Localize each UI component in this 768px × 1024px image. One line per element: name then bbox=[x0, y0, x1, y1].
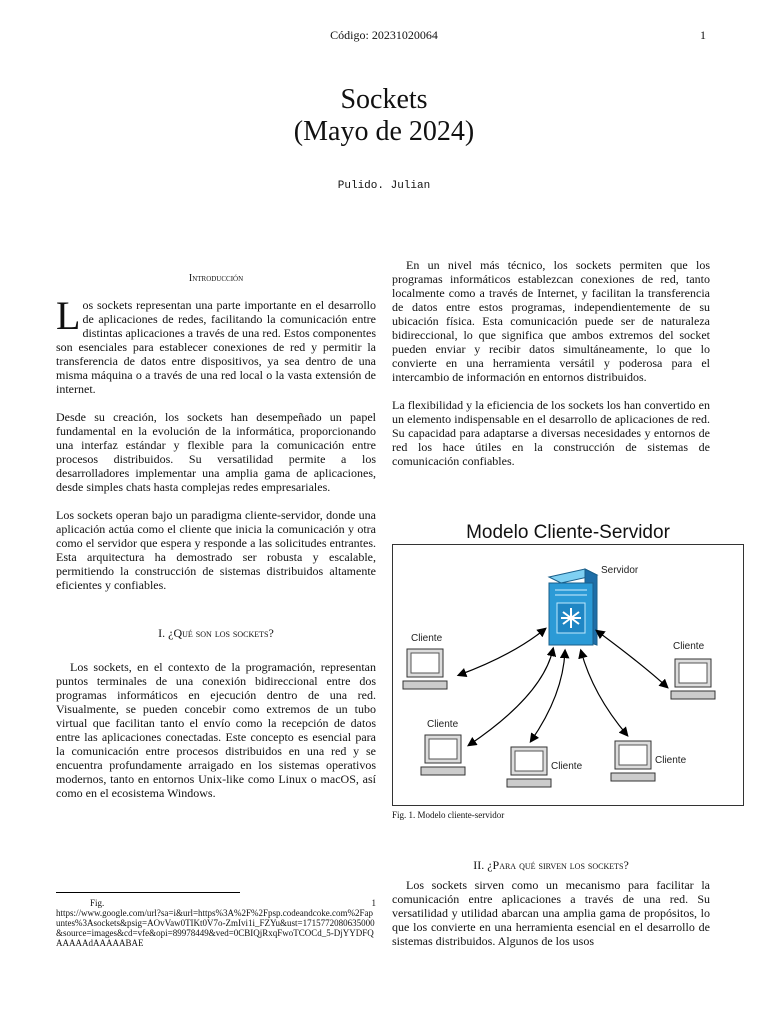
client-icon-bottom-left bbox=[421, 735, 465, 775]
footnote-rule bbox=[56, 892, 240, 893]
client-server-diagram bbox=[393, 545, 743, 805]
client-label-bottom-left: Cliente bbox=[427, 719, 459, 730]
figure-title: Modelo Cliente-Servidor bbox=[466, 522, 670, 543]
footnote-url[interactable]: https://www.google.com/url?sa=i&url=https%3A%2F%2Fpsp.codeandcoke.com%2Fapuntes%3Asockets&psig=AOvVaw0TIKt0V7o-ZmIvi1i_FZYu&ust=1715772080635000&source=images&cd=vfe&opi=89978449&ved=0CBIQjRxqFwoTCOCd_5-DjYYDFQAAAAAdAAAAABAE bbox=[56, 908, 375, 948]
server-label: Servidor bbox=[601, 565, 639, 576]
client-label-bottom-center: Cliente bbox=[551, 761, 583, 772]
arrow-bottom-left bbox=[469, 649, 553, 745]
client-label-bottom-right: Cliente bbox=[655, 755, 687, 766]
intro-paragraph-1-text: os sockets representan una parte importante en el desarrollo de aplicaciones de redes, facilitando la comunicación entre distintas aplicaciones a través de una red. Estos componentes son esenciales para establecer conexiones de red y permitir la transferencia de datos entre dispositivos, ya sea dentro de una misma máquina o a través de una red local o la vasta extensión de internet. bbox=[56, 298, 377, 396]
footnote-label: Fig. bbox=[90, 898, 105, 908]
title-line-2: (Mayo de 2024) bbox=[293, 116, 475, 147]
arrow-top-left bbox=[459, 629, 545, 675]
author: Pulido. Julian bbox=[337, 180, 431, 192]
section2-heading: II. ¿Para qué sirven los sockets? bbox=[473, 858, 629, 872]
right-paragraph-2: La flexibilidad y la eficiencia de los sockets los han convertido en un elemento indispensable en el desarrollo de aplicaciones de red. Su capacidad para adaptarse a diversas necesidades y entornos de red los hace útiles en la construcción de sistemas de comunicación confiables. bbox=[392, 398, 710, 468]
arrow-bottom-right bbox=[581, 651, 627, 735]
section2 bbox=[392, 858, 710, 962]
header-code: Código: 20231020064 bbox=[330, 28, 438, 42]
right-paragraph-1: En un nivel más técnico, los sockets permiten que los programas informáticos establezcan conexiones de red, tanto localmente como a través de Internet, y facilitan la transferencia de datos entre estos programas, independientemente de su ubicación física. Esta comunicación puede ser de naturaleza bidireccional, lo que significa que ambos extremos del socket pueden enviar y recibir datos simultáneamente, lo que lo convierte en una herramienta versátil y poderosa para el intercambio de información en entornos distribuidos. bbox=[392, 258, 710, 384]
client-label-top-left: Cliente bbox=[411, 633, 443, 644]
footnote-number: 1 bbox=[371, 898, 376, 908]
title-line-1: Sockets bbox=[340, 84, 428, 115]
client-icon-bottom-center bbox=[507, 747, 551, 787]
client-label-top-right: Cliente bbox=[673, 641, 705, 652]
section1-heading: I. ¿Qué son los sockets? bbox=[158, 626, 274, 640]
page-number: 1 bbox=[700, 28, 706, 42]
server-icon bbox=[549, 569, 597, 645]
arrow-top-right bbox=[597, 631, 667, 687]
section2-paragraph-1: Los sockets sirven como un mecanismo para facilitar la comunicación entre aplicaciones a través de una red. Su versatilidad y utilidad abarcan una amplia gama de propósitos, lo que los convierte en una herramienta esencial en el desarrollo de sistemas distribuidos. Algunos de los usos bbox=[392, 878, 710, 948]
client-icon-top-right bbox=[671, 659, 715, 699]
figure-client-server bbox=[392, 522, 744, 820]
client-icon-top-left bbox=[403, 649, 447, 689]
left-column bbox=[56, 272, 376, 814]
figure-box bbox=[392, 544, 744, 806]
intro-paragraph-3: Los sockets operan bajo un paradigma cliente-servidor, donde una aplicación actúa como el cliente que inicia la comunicación y otra como el servidor que espera y responde a las solicitudes entrantes. Esta arquitectura ha demostrado ser robusta y escalable, permitiendo la construcción de sistemas distribuidos altamente eficientes y confiables. bbox=[56, 508, 376, 592]
footnote bbox=[56, 898, 376, 948]
right-column bbox=[392, 258, 710, 482]
section1-paragraph-1: Los sockets, en el contexto de la programación, representan puntos terminales de una conexión bidireccional entre dos programas informáticos en ejecución dentro de una red. Visualmente, se pueden concebir como extremos de un tubo virtual que facilitan tanto el envío como la recepción de datos entre las aplicaciones conectadas. Este concepto es esencial para la comunicación entre procesos distribuidos en una red y se encuentra profundamente arraigado en los sistemas operativos modernos, tanto en entornos Unix-like como Linux o macOS, así como en el ecosistema Windows. bbox=[56, 660, 376, 800]
figure-caption: Fig. 1. Modelo cliente-servidor bbox=[392, 810, 505, 820]
intro-paragraph-2: Desde su creación, los sockets han desempeñado un papel fundamental en la evolución de la informática, proporcionando una interfaz estándar y flexible para la comunicación entre procesos distribuidos. Su versatilidad permite a los desarrolladores implementar una amplia gama de aplicaciones, desde simples chats hasta complejas redes empresariales. bbox=[56, 410, 376, 494]
introduction-heading: Introducción bbox=[188, 273, 244, 284]
intro-paragraph-1 bbox=[56, 293, 377, 396]
paper-title bbox=[0, 84, 768, 148]
client-icon-bottom-right bbox=[611, 741, 655, 781]
dropcap: L bbox=[56, 293, 81, 338]
